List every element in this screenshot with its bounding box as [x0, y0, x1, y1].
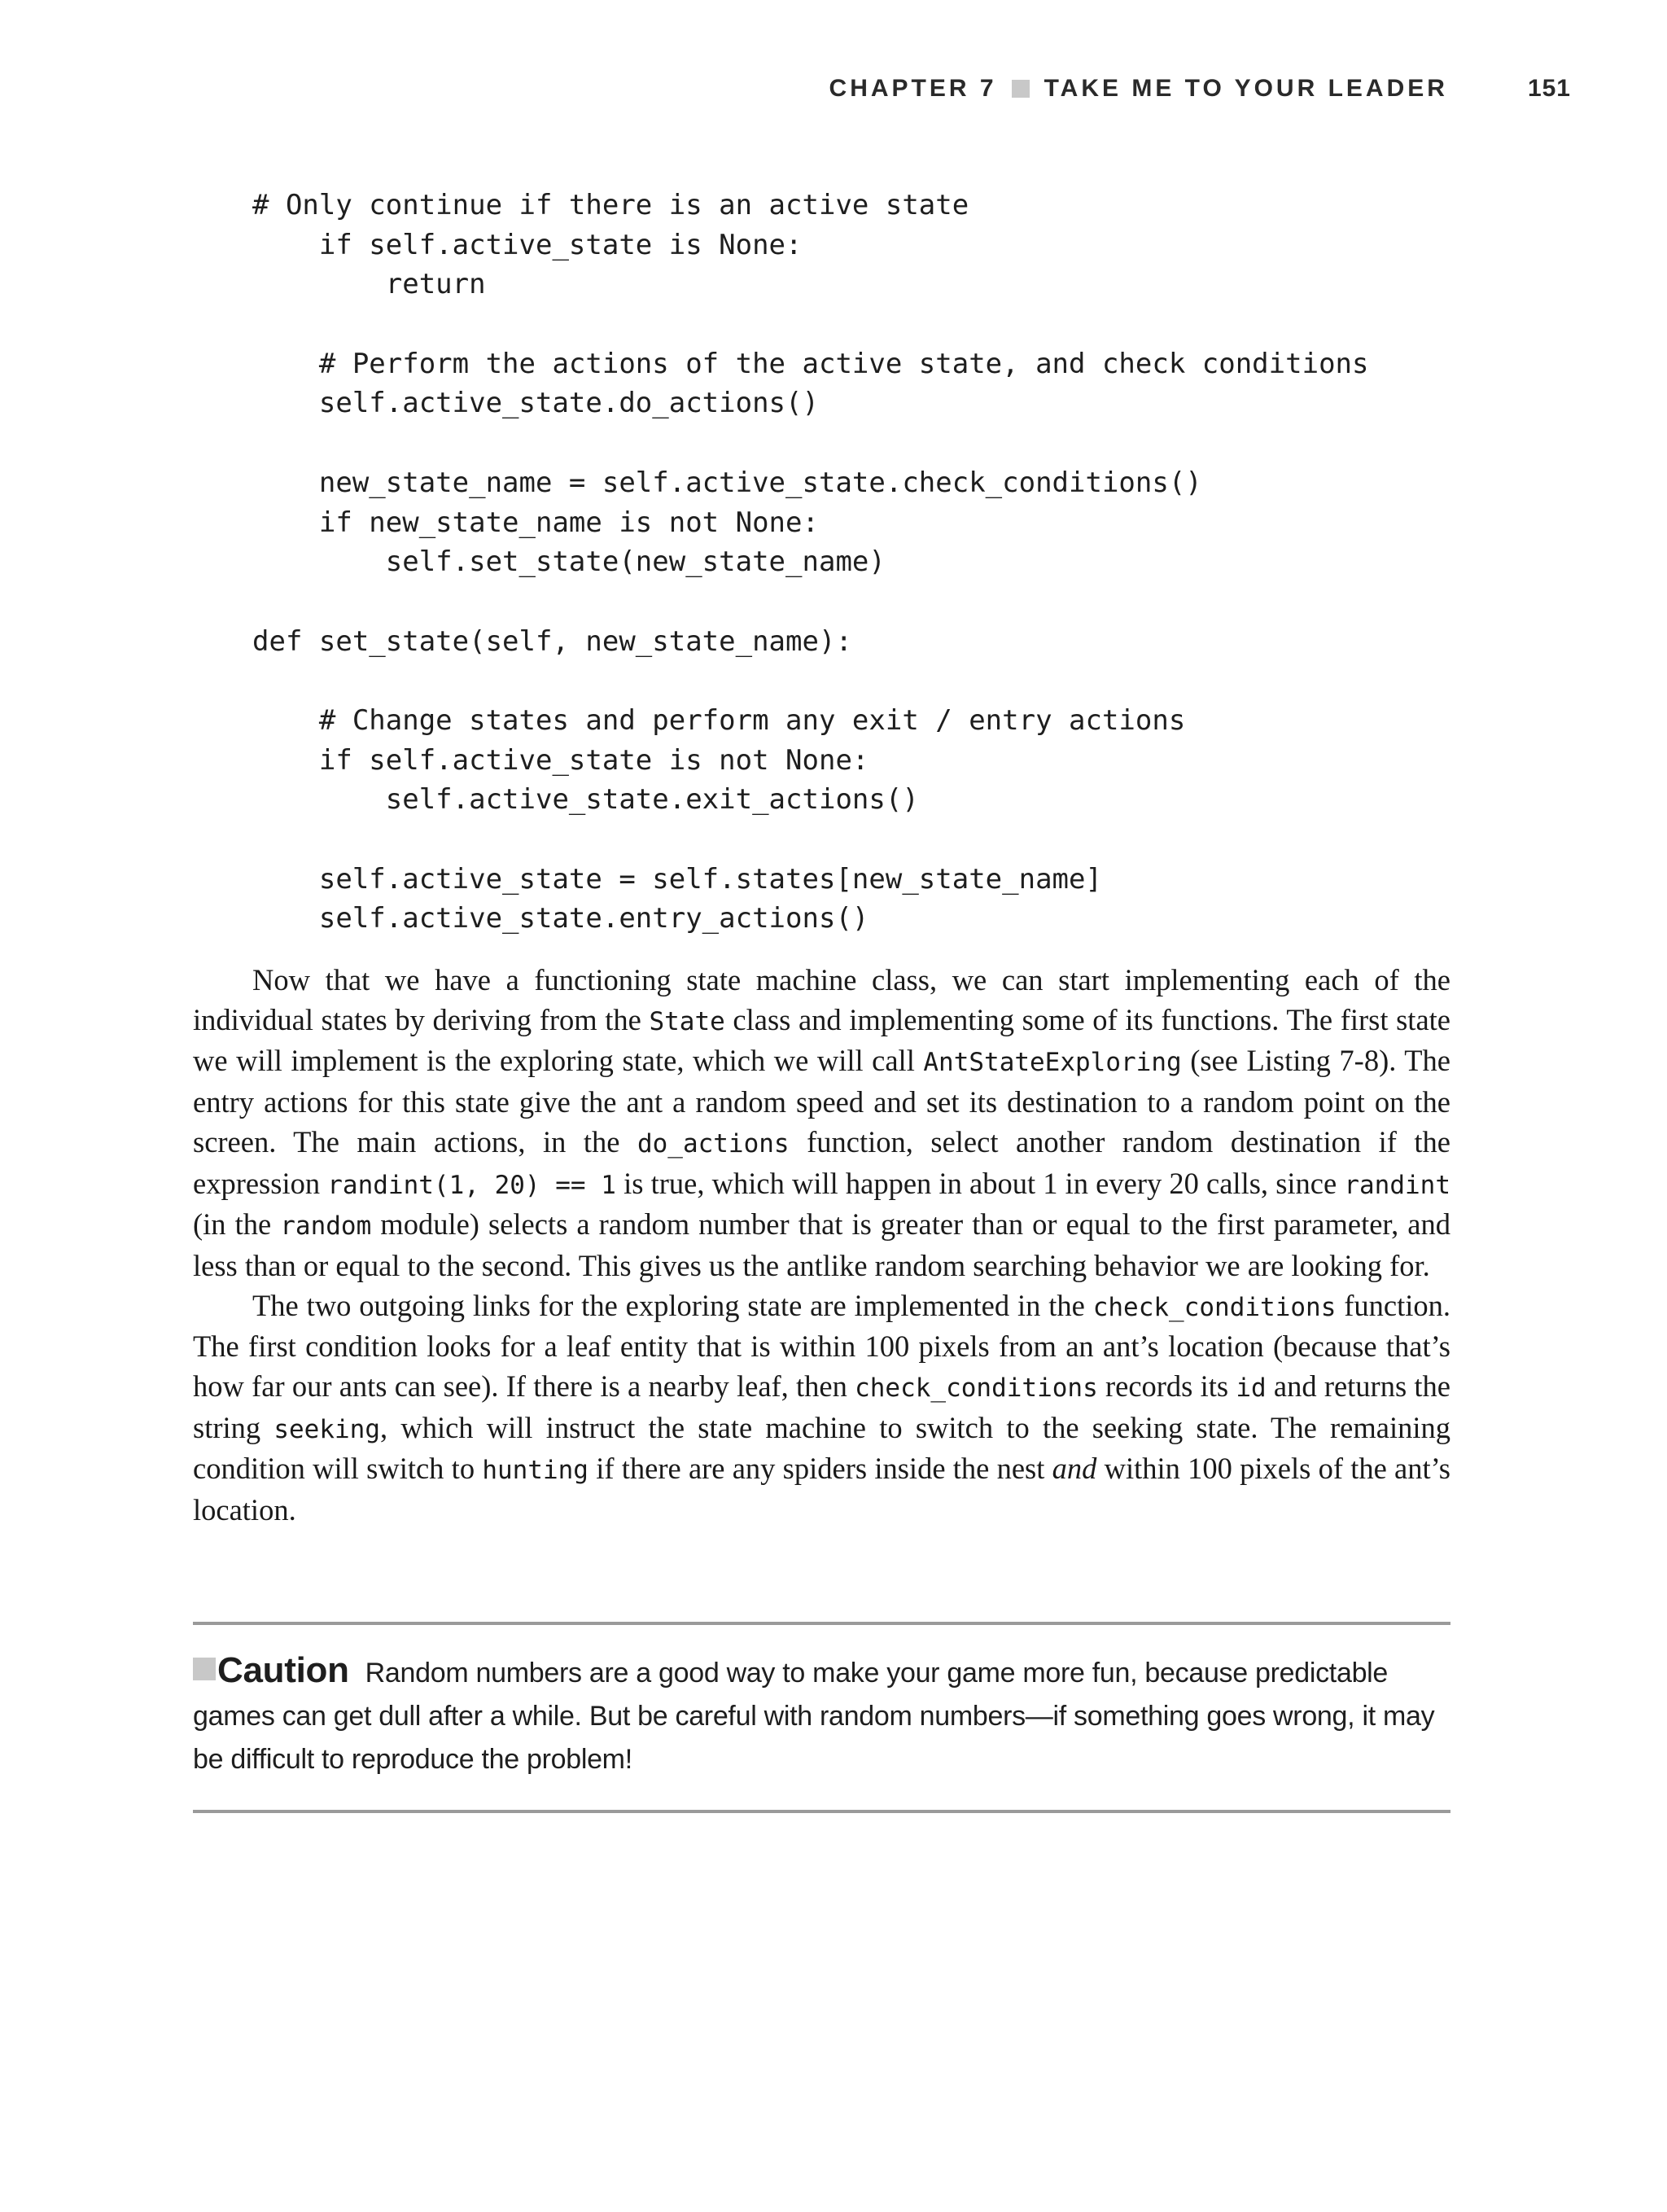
inline-code: State [649, 1006, 725, 1036]
inline-code: check_conditions [1092, 1292, 1337, 1322]
caution-square-icon [193, 1658, 216, 1680]
text-run: and returns the string [193, 1369, 1450, 1444]
inline-code: check_conditions [855, 1373, 1098, 1404]
text-run: , which will instruct the state machine to switch to the seeking state. The remaining condition will switch to [193, 1410, 1450, 1486]
text-run: if there are any spiders inside the nest [588, 1452, 1052, 1486]
chapter-label: CHAPTER 7 [829, 75, 997, 102]
text-run: function, select another random destination if the expression [193, 1124, 1450, 1200]
inline-code: randint(1, 20) == 1 [327, 1170, 616, 1200]
code-listing [252, 186, 1368, 939]
caution-top-rule [193, 1622, 1450, 1625]
inline-code: AntStateExploring [923, 1048, 1182, 1078]
caution-box [193, 1649, 1450, 1781]
caution-text: Random numbers are a good way to make your game more fun, because predictable games can get dull after a while. But be careful with random numbers—if something goes wrong, it may be difficult to reproduce the problem! [193, 1658, 1435, 1775]
paragraph-outgoing-links [193, 1286, 1450, 1531]
code-line [252, 661, 1368, 701]
chapter-title: TAKE ME TO YOUR LEADER [1044, 75, 1448, 102]
code-line: if self.active_state is not None: [252, 743, 869, 777]
text-run: is true, which will happen in about 1 in every 20 calls, since [615, 1166, 1345, 1200]
code-line: self.active_state.entry_actions() [252, 902, 869, 935]
emphasis-text: and [1052, 1452, 1097, 1486]
code-line [252, 820, 1368, 860]
code-line: def set_state(self, new_state_name): [252, 624, 852, 658]
code-line: return [252, 268, 486, 301]
code-line: # Only continue if there is an active state [252, 189, 969, 221]
header-separator-square [1012, 80, 1030, 98]
caution-label: Caution [217, 1650, 349, 1690]
inline-code: randint [1344, 1170, 1450, 1200]
text-run: The two outgoing links for the exploring state are implemented in the [252, 1288, 1093, 1322]
code-line: # Perform the actions of the active state, and check conditions [252, 347, 1369, 380]
body-text [193, 961, 1450, 1531]
code-line: new_state_name = self.active_state.check_conditions() [252, 466, 1202, 499]
inline-code: hunting [482, 1456, 588, 1486]
code-line [252, 423, 1368, 463]
paragraph-exploring-state [193, 961, 1450, 1286]
text-run: Now that we have a functioning state machine class, we can start implementing each of the individual states by deriving from the [193, 963, 1450, 1036]
text-run: function. The first condition looks for a leaf entity that is within 100 pixels from an ant’s location (because that’s how far our ants can see). If there is a nearby leaf, then [193, 1288, 1450, 1404]
text-run: module) selects a random number that is greater than or equal to the first parameter, and less than or equal to the second. This gives us the antlike random searching behavior we are looking for. [193, 1207, 1451, 1282]
text-run: within 100 pixels of the ant’s location. [193, 1452, 1450, 1527]
page-number: 151 [1527, 75, 1571, 102]
inline-code: seeking [273, 1414, 381, 1444]
inline-code: id [1236, 1373, 1267, 1404]
inline-code: random [280, 1211, 372, 1242]
code-line: if self.active_state is None: [252, 228, 803, 261]
code-line: self.set_state(new_state_name) [252, 545, 886, 579]
text-run: class and implementing some of its functions. The first state we will implement is the exploring state, which we will call [193, 1002, 1450, 1078]
caution-bottom-rule [193, 1810, 1450, 1813]
code-line: self.active_state.exit_actions() [252, 783, 919, 817]
code-line [252, 582, 1368, 622]
running-header [829, 75, 1571, 103]
code-line [252, 304, 1368, 344]
text-run: (see Listing 7-8). The entry actions for this state give the ant a random speed and set its destination to a random point on the screen. The main actions, in the [193, 1044, 1450, 1159]
code-line: if new_state_name is not None: [252, 506, 819, 539]
code-line: self.active_state.do_actions() [252, 387, 819, 420]
text-run: records its [1097, 1369, 1236, 1404]
inline-code: do_actions [637, 1128, 790, 1159]
code-line: self.active_state = self.states[new_state_name] [252, 862, 1102, 896]
code-line: # Change states and perform any exit / entry actions [252, 703, 1186, 737]
text-run: (in the [193, 1207, 281, 1242]
